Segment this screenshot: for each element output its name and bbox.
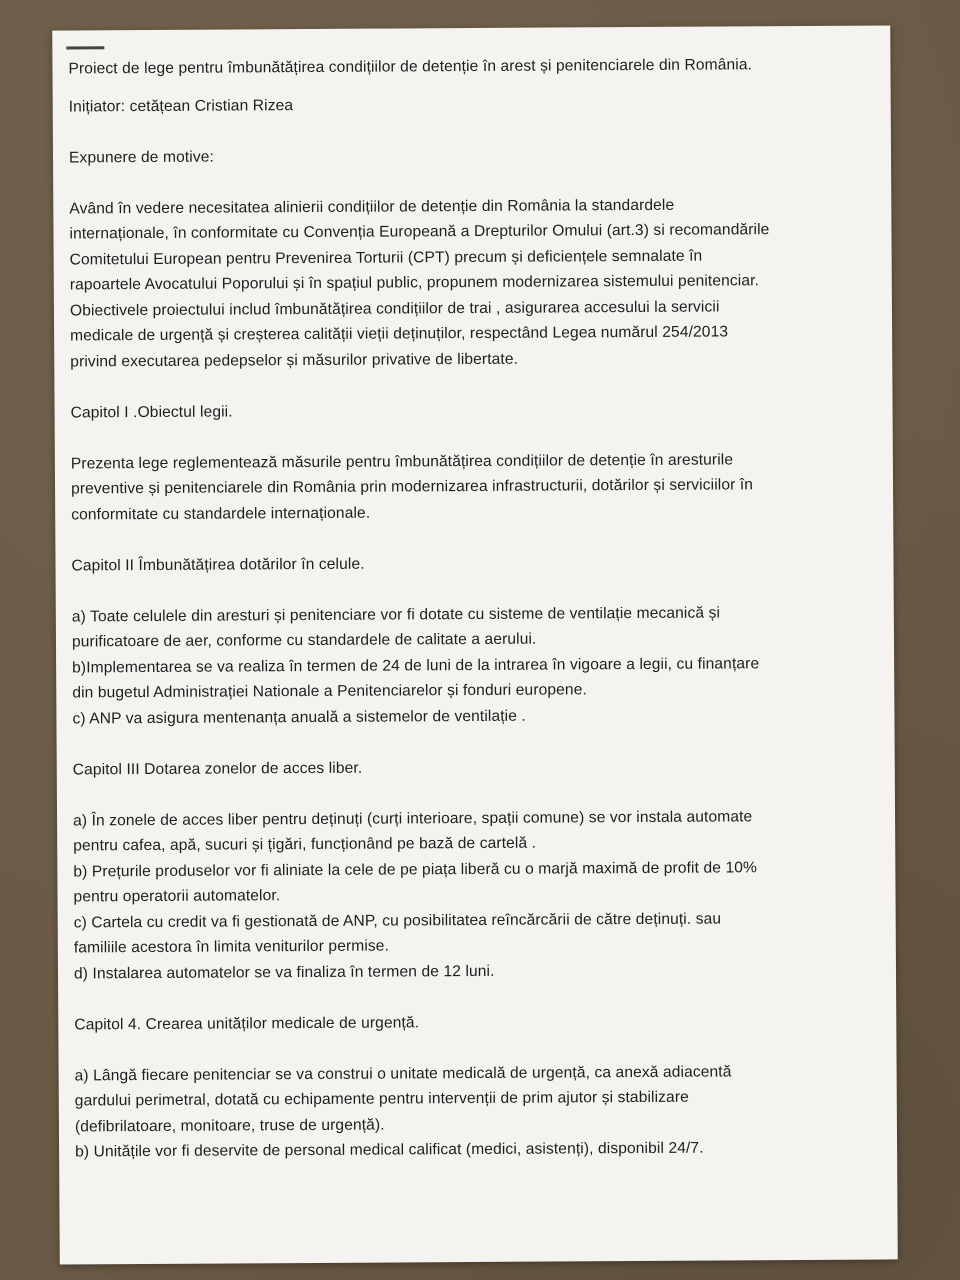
paragraph-line: internaționale, în conformitate cu Convenția Europeană a Drepturilor Omului (art.3) si recomandările bbox=[69, 221, 770, 243]
paragraph-line: a) Lângă fiecare penitenciar se va construi o unitate medicală de urgență, ca anexă adiacentă bbox=[74, 1062, 732, 1084]
paragraph-line: d) Instalarea automatelor se va finaliza în termen de 12 luni. bbox=[73, 962, 495, 982]
motives-heading: Expunere de motive: bbox=[68, 148, 215, 166]
pen-mark bbox=[66, 46, 104, 49]
paragraph-line: rapoartele Avocatului Poporului și în spațiul public, propunem modernizarea sistemului penitenciar. bbox=[69, 272, 760, 294]
paragraph-line: Comitetului European pentru Prevenirea Torturii (CPT) precum și deficiențele semnalate în bbox=[69, 247, 703, 268]
chapter-2-paragraph bbox=[72, 599, 875, 731]
paragraph-line: gardului perimetral, dotată cu echipamente pentru intervenții de prim ajutor și stabilizare bbox=[74, 1088, 689, 1110]
chapter-3-paragraph bbox=[73, 803, 876, 986]
paragraph-line: privind executarea pedepselor și măsurilor privative de libertate. bbox=[70, 350, 519, 370]
chapter-4-heading: Capitol 4. Crearea unităților medicale de urgență. bbox=[74, 1013, 420, 1033]
chapter-4-paragraph bbox=[75, 1058, 878, 1165]
paragraph-line: b)Implementarea se va realiza în termen de 24 de luni de la intrarea în vigoare a legii, cu finanțare bbox=[72, 654, 760, 676]
paragraph-line: medicale de urgență și creșterea calității vieții deținuților, respectând Legea numărul 254/2013 bbox=[70, 323, 729, 345]
paragraph-line: a) Toate celulele din aresturi și penitenciare vor fi dotate cu sisteme de ventilație mecanică și bbox=[71, 604, 721, 625]
paragraph-line: b) Unitățile vor fi deservite de personal medical calificat (medici, asistenți), disponibil 24/7. bbox=[75, 1139, 704, 1161]
initiator-line: Inițiator: cetățean Cristian Rizea bbox=[68, 96, 294, 115]
paragraph-line: Prezenta lege reglementează măsurile pentru îmbunătățirea condițiilor de detenție în aresturile bbox=[70, 450, 734, 472]
chapter-3-heading: Capitol III Dotarea zonelor de acces liber. bbox=[72, 759, 363, 778]
paragraph-line: (defibrilatoare, monitoare, truse de urgență). bbox=[74, 1116, 385, 1135]
paragraph-line: b) Prețurile produselor vor fi aliniate la cele de pe piața liberă cu o marjă maximă de profit de 10% bbox=[73, 858, 757, 880]
document-title: Proiect de lege pentru îmbunătățirea condițiilor de detenție în arest și penitenciarele din România. bbox=[68, 56, 753, 78]
paragraph-line: conformitate cu standardele internaționale. bbox=[71, 504, 371, 523]
paragraph-line: familiile acestora în limita veniturilor permise. bbox=[73, 937, 390, 957]
paper-sheet bbox=[52, 25, 898, 1264]
paragraph-line: Obiectivele proiectului includ îmbunătățirea condițiilor de trai , asigurarea accesului la servicii bbox=[69, 298, 720, 319]
paragraph-line: purificatoare de aer, conforme cu standardele de calitate a aerului. bbox=[71, 630, 537, 651]
paragraph-line: din bugetul Administrației Nationale a Penitenciarelor și fonduri europene. bbox=[72, 681, 587, 702]
chapter-2-heading: Capitol II Îmbunătățirea dotărilor în celule. bbox=[71, 555, 365, 574]
document-body bbox=[68, 52, 877, 1165]
paragraph-line: c) Cartela cu credit va fi gestionată de ANP, cu posibilitatea reîncărcării de către deținuți. sau bbox=[73, 910, 722, 931]
paragraph-line: pentru operatorii automatelor. bbox=[73, 887, 281, 906]
paragraph-line: Având în vedere necesitatea alinierii condițiilor de detenție din România la standardele bbox=[69, 196, 675, 217]
paragraph-line: a) În zonele de acces liber pentru deținuți (curți interioare, spații comune) se vor instala automate bbox=[73, 807, 753, 829]
paragraph-line: preventive și penitenciarele din România prin modernizarea infrastructurii, dotărilor și serviciilor în bbox=[70, 476, 754, 498]
motives-paragraph bbox=[69, 191, 872, 374]
chapter-1-heading: Capitol I .Obiectul legii. bbox=[70, 402, 233, 421]
paragraph-line: pentru cafea, apă, sucuri și țigări, funcționând pe bază de cartelă . bbox=[73, 834, 537, 855]
chapter-1-paragraph bbox=[71, 446, 873, 527]
paragraph-line: c) ANP va asigura mentenanța anuală a sistemelor de ventilație . bbox=[72, 707, 526, 727]
